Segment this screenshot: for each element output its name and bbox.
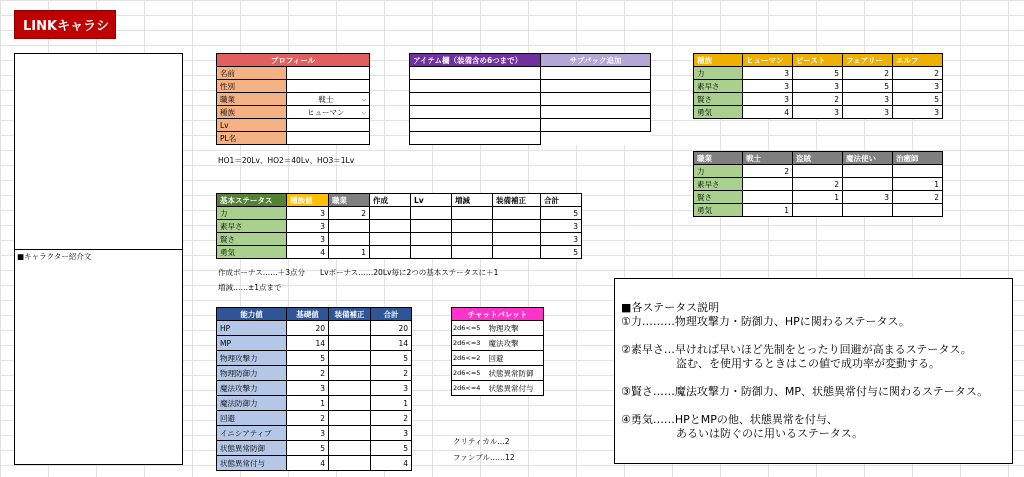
chat-command-label: 魔法攻撃 [486,336,544,351]
profile-name-input[interactable] [287,67,370,80]
race-value: 3 [743,67,793,80]
chat-palette-header: チャットパレット [452,308,544,321]
job-value [893,204,943,217]
base-value: 3 [287,207,329,220]
stat-desc-line [621,371,1012,385]
ability-total: 4 [371,456,412,471]
item-slot[interactable] [410,93,541,106]
ability-base: 5 [287,351,329,366]
race-select-value: ヒューマン [306,107,345,117]
race-table [693,53,943,119]
ability-base: 3 [287,426,329,441]
ability-header: 合計 [371,308,412,321]
ability-total: 2 [371,411,412,426]
ability-total: 20 [371,321,412,336]
chat-command[interactable]: 2d6<=2 [452,351,486,366]
base-adjust-input[interactable] [452,207,493,220]
race-value: 2 [843,67,893,80]
stat-desc-line [621,329,1012,343]
job-value [843,204,893,217]
item-table [409,53,651,145]
base-header: 職業 [329,194,370,207]
chat-command-label: 物理攻撃 [486,321,544,336]
chat-command-label: 状態異常付与 [486,381,544,396]
fumble-note: ファンブル……12 [453,453,515,462]
ability-equip-input[interactable] [329,441,371,456]
job-value: 2 [793,178,843,191]
base-lv-input[interactable] [411,207,452,220]
stat-desc-line [621,399,1012,413]
character-intro-box[interactable] [14,249,183,465]
profile-label: 職業 [217,93,287,106]
base-lv-input[interactable] [411,246,452,259]
job-value [893,165,943,178]
race-header: ビースト [793,54,843,67]
profile-header: プロフィール [217,54,370,67]
job-value [793,204,843,217]
subpack-slot[interactable] [541,80,651,93]
job-header: 戦士 [743,152,793,165]
base-value: 3 [287,220,329,233]
race-value: 3 [843,93,893,106]
ability-base: 14 [287,336,329,351]
job-value: 3 [843,191,893,204]
ability-header: 能力値 [217,308,287,321]
stat-desc-line: ④勇気……HPとMPの他、状態異常を付与、 [621,413,838,426]
stat-desc-line: ①力………物理攻撃力・防御力、HPに関わるステータス。 [621,315,910,328]
sheet-title: LINKキャラシ [14,10,116,39]
race-value: 5 [843,80,893,93]
chat-command[interactable]: 2d6<=4 [452,381,486,396]
base-create-input[interactable] [370,220,411,233]
job-row-label: 賢さ [694,191,743,204]
chat-command-label: 回避 [486,351,544,366]
job-header: 治癒師 [893,152,943,165]
ability-table [216,307,412,471]
base-create-input[interactable] [370,246,411,259]
base-row-label: 賢さ [217,233,287,246]
base-lv-input[interactable] [411,233,452,246]
job-value: 1 [743,204,793,217]
ability-equip-input[interactable] [329,336,371,351]
ability-total: 14 [371,336,412,351]
chat-command[interactable]: 2d6<=5 [452,321,486,336]
base-value [329,220,370,233]
race-row-label: 勇気 [694,106,743,119]
base-value: 3 [287,233,329,246]
ability-equip-input[interactable] [329,426,371,441]
base-value: 1 [329,246,370,259]
job-value [743,178,793,191]
stat-desc-line: ②素早さ…早ければ早いほど先制をとったり回避が高まるステータス。 [621,343,972,356]
chat-palette-table [451,307,544,396]
job-value: 2 [743,165,793,178]
base-row-label: 素早さ [217,220,287,233]
base-header: 増減 [452,194,493,207]
adjust-note: 増減……±1点まで [218,283,282,292]
base-total: 3 [541,233,582,246]
ability-base: 5 [287,441,329,456]
ability-base: 20 [287,321,329,336]
subpack-slot[interactable] [541,106,651,119]
critical-note: クリティカル…2 [453,437,510,446]
profile-label: PL名 [217,132,287,145]
race-value: 2 [893,67,943,80]
race-header: フェアリー [843,54,893,67]
profile-job-select[interactable] [287,93,370,106]
job-header: 盗賊 [793,152,843,165]
ability-equip-input[interactable] [329,381,371,396]
job-value [793,165,843,178]
base-header: 合計 [541,194,582,207]
base-header: 種族値 [287,194,329,207]
chat-command[interactable]: 2d6<=3 [452,336,486,351]
ability-equip-input[interactable] [329,321,371,336]
base-row-label: 力 [217,207,287,220]
race-value: 5 [793,67,843,80]
base-equip-input[interactable] [493,233,541,246]
stat-desc-line: あるいは防ぐのに用いるステータス。 [621,427,864,440]
base-header: 装備補正 [493,194,541,207]
profile-race-select[interactable] [287,106,370,119]
race-header: エルフ [893,54,943,67]
stat-desc-title: ■各ステータス説明 [621,301,720,314]
stat-desc-line: 盗む、を使用するときはこの値で成功率が変動する。 [621,357,940,370]
chat-command[interactable]: 2d6<=5 [452,366,486,381]
base-equip-input[interactable] [493,207,541,220]
race-value: 3 [893,106,943,119]
race-value: 4 [743,106,793,119]
chevron-down-icon[interactable]: ⌵ [361,108,366,116]
base-lv-input[interactable] [411,220,452,233]
character-image-box[interactable] [14,53,183,250]
race-value: 3 [893,80,943,93]
base-total: 3 [541,220,582,233]
ability-base: 2 [287,411,329,426]
item-slot[interactable] [410,119,541,132]
ability-label: 魔法攻撃力 [217,381,287,396]
ability-header: 基礎値 [287,308,329,321]
race-value: 3 [793,80,843,93]
item-header: アイテム欄（装備含め6つまで） [410,54,541,67]
ability-label: HP [217,321,287,336]
profile-label: 名前 [217,67,287,80]
item-slot[interactable] [410,80,541,93]
ability-equip-input[interactable] [329,366,371,381]
job-value [843,178,893,191]
bonus-note: 作成ボーナス……＋3点分 Lvボーナス……20Lv毎に2つの基本ステータスに＋1 [218,268,499,277]
ability-total: 2 [371,366,412,381]
race-value: 3 [793,106,843,119]
race-value: 2 [793,93,843,106]
ability-total: 5 [371,351,412,366]
base-value [329,233,370,246]
job-table [693,151,943,217]
ability-label: 回避 [217,411,287,426]
ability-label: MP [217,336,287,351]
job-row-label: 力 [694,165,743,178]
profile-player-input[interactable] [287,132,370,145]
base-stats-table [216,193,582,259]
base-create-input[interactable] [370,207,411,220]
race-header: 種族 [694,54,743,67]
ability-equip-input[interactable] [329,396,371,411]
base-header: 作成 [370,194,411,207]
race-value: 3 [743,93,793,106]
base-row-label: 勇気 [217,246,287,259]
profile-label: Lv [217,119,287,132]
job-value [843,165,893,178]
job-select-value: 戦士 [318,94,334,104]
race-row-label: 賢さ [694,93,743,106]
job-value: 1 [793,191,843,204]
ability-total: 3 [371,381,412,396]
chat-command-label: 状態異常防御 [486,366,544,381]
level-note: HO1＝20Lv、HO2＝40Lv、HO3＝1Lv [218,156,355,165]
base-header: Lv [411,194,452,207]
stat-desc-line: ③賢さ……魔法攻撃力・防御力、MP、状態異常付与に関わるステータス。 [621,385,989,398]
ability-equip-input[interactable] [329,351,371,366]
race-row-label: 力 [694,67,743,80]
job-row-label: 勇気 [694,204,743,217]
ability-equip-input[interactable] [329,456,371,471]
ability-total: 5 [371,441,412,456]
ability-label: 魔法防御力 [217,396,287,411]
ability-label: 物理攻撃力 [217,351,287,366]
intro-label: ■キャラクター紹介文 [17,252,92,261]
base-header: 基本ステータス [217,194,287,207]
base-equip-input[interactable] [493,220,541,233]
race-value: 5 [893,93,943,106]
base-equip-input[interactable] [493,246,541,259]
job-header: 魔法使い [843,152,893,165]
ability-label: 状態異常防御 [217,441,287,456]
base-adjust-input[interactable] [452,233,493,246]
job-header: 職業 [694,152,743,165]
subpack-slot[interactable] [541,67,651,80]
ability-label: イニシアティブ [217,426,287,441]
job-value [743,191,793,204]
ability-total: 1 [371,396,412,411]
job-value: 1 [893,178,943,191]
ability-header: 装備補正 [329,308,371,321]
ability-base: 4 [287,456,329,471]
item-slot[interactable] [410,132,541,145]
item-slot[interactable] [410,67,541,80]
subpack-slot[interactable] [541,119,651,132]
ability-base: 1 [287,396,329,411]
ability-base: 3 [287,381,329,396]
subpack-header: サブパック追加 [541,54,651,67]
job-row-label: 素早さ [694,178,743,191]
ability-label: 状態異常付与 [217,456,287,471]
ability-equip-input[interactable] [329,411,371,426]
base-adjust-input[interactable] [452,246,493,259]
stat-description-box [614,278,1013,464]
race-header: ヒューマン [743,54,793,67]
base-value: 4 [287,246,329,259]
profile-table [216,53,370,145]
race-value: 3 [743,80,793,93]
base-total: 5 [541,246,582,259]
chevron-down-icon[interactable]: ⌵ [361,95,366,103]
profile-gender-input[interactable] [287,80,370,93]
base-create-input[interactable] [370,233,411,246]
item-slot[interactable] [410,106,541,119]
race-value: 3 [843,106,893,119]
base-adjust-input[interactable] [452,220,493,233]
profile-level-input[interactable] [287,119,370,132]
profile-label: 性別 [217,80,287,93]
profile-label: 種族 [217,106,287,119]
ability-base: 2 [287,366,329,381]
subpack-slot[interactable] [541,93,651,106]
job-value: 2 [893,191,943,204]
ability-total: 3 [371,426,412,441]
race-row-label: 素早さ [694,80,743,93]
base-total: 5 [541,207,582,220]
ability-label: 物理防御力 [217,366,287,381]
base-value: 2 [329,207,370,220]
